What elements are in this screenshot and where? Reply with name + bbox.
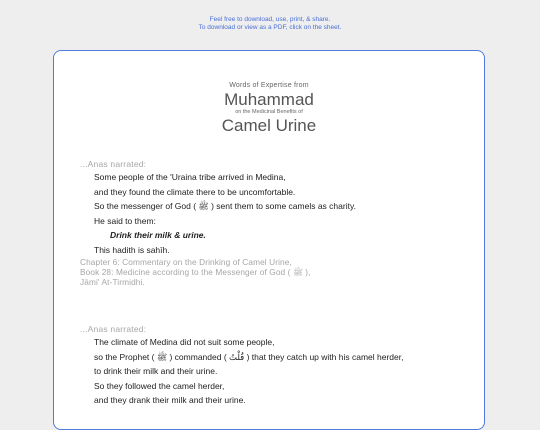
hadith-grade: This hadith is sahīh. [94,244,170,255]
hadith-line: so the Prophet ( ﷺ ) commanded ( قُلْتُ ) that they catch up with his camel herder, [94,351,404,362]
hadith-section-2 [80,324,470,408]
notice-line-share[interactable]: Feel free to download, use, print, & share. [209,16,331,23]
reference-line: Jāmi' At-Tirmidhi. [80,277,145,287]
reference-line: Chapter 6: Commentary on the Drinking of Camel Urine, [80,257,292,267]
narrator-label: ...Anas narrated: [80,324,147,334]
reference-line: Book 28: Medicine according to the Messenger of God ( ﷺ ), [80,267,311,277]
hadith-section-1 [80,159,470,287]
notice-line-download[interactable]: To download or view as a PDF, click on the sheet. [198,24,342,31]
hadith-sheet[interactable] [53,50,485,430]
hadith-line: He said to them: [94,215,156,226]
title-subject: Camel Urine [221,116,317,135]
title-prefix: Words of Expertise from [229,82,309,89]
title-name: Muhammad [224,90,314,109]
hadith-line: and they drank their milk and their urine. [94,395,246,405]
hadith-quote: Drink their milk & urine. [110,230,206,240]
narrator-label: ...Anas narrated: [80,159,147,169]
hadith-line: to drink their milk and their urine. [94,366,218,376]
hadith-line: So they followed the camel herder, [94,380,225,391]
hadith-reference [80,257,470,287]
title-block [54,81,484,135]
hadith-line: Some people of the 'Uraina tribe arrived in Medina, [94,172,286,182]
download-notice[interactable] [0,16,540,32]
hadith-line: So the messenger of God ( ﷺ ) sent them to some camels as charity. [94,201,356,211]
hadith-line: and they found the climate there to be uncomfortable. [94,186,296,197]
hadith-line: The climate of Medina did not suit some people, [94,337,275,347]
title-middle: on the Medicinal Benefits of [235,109,303,115]
